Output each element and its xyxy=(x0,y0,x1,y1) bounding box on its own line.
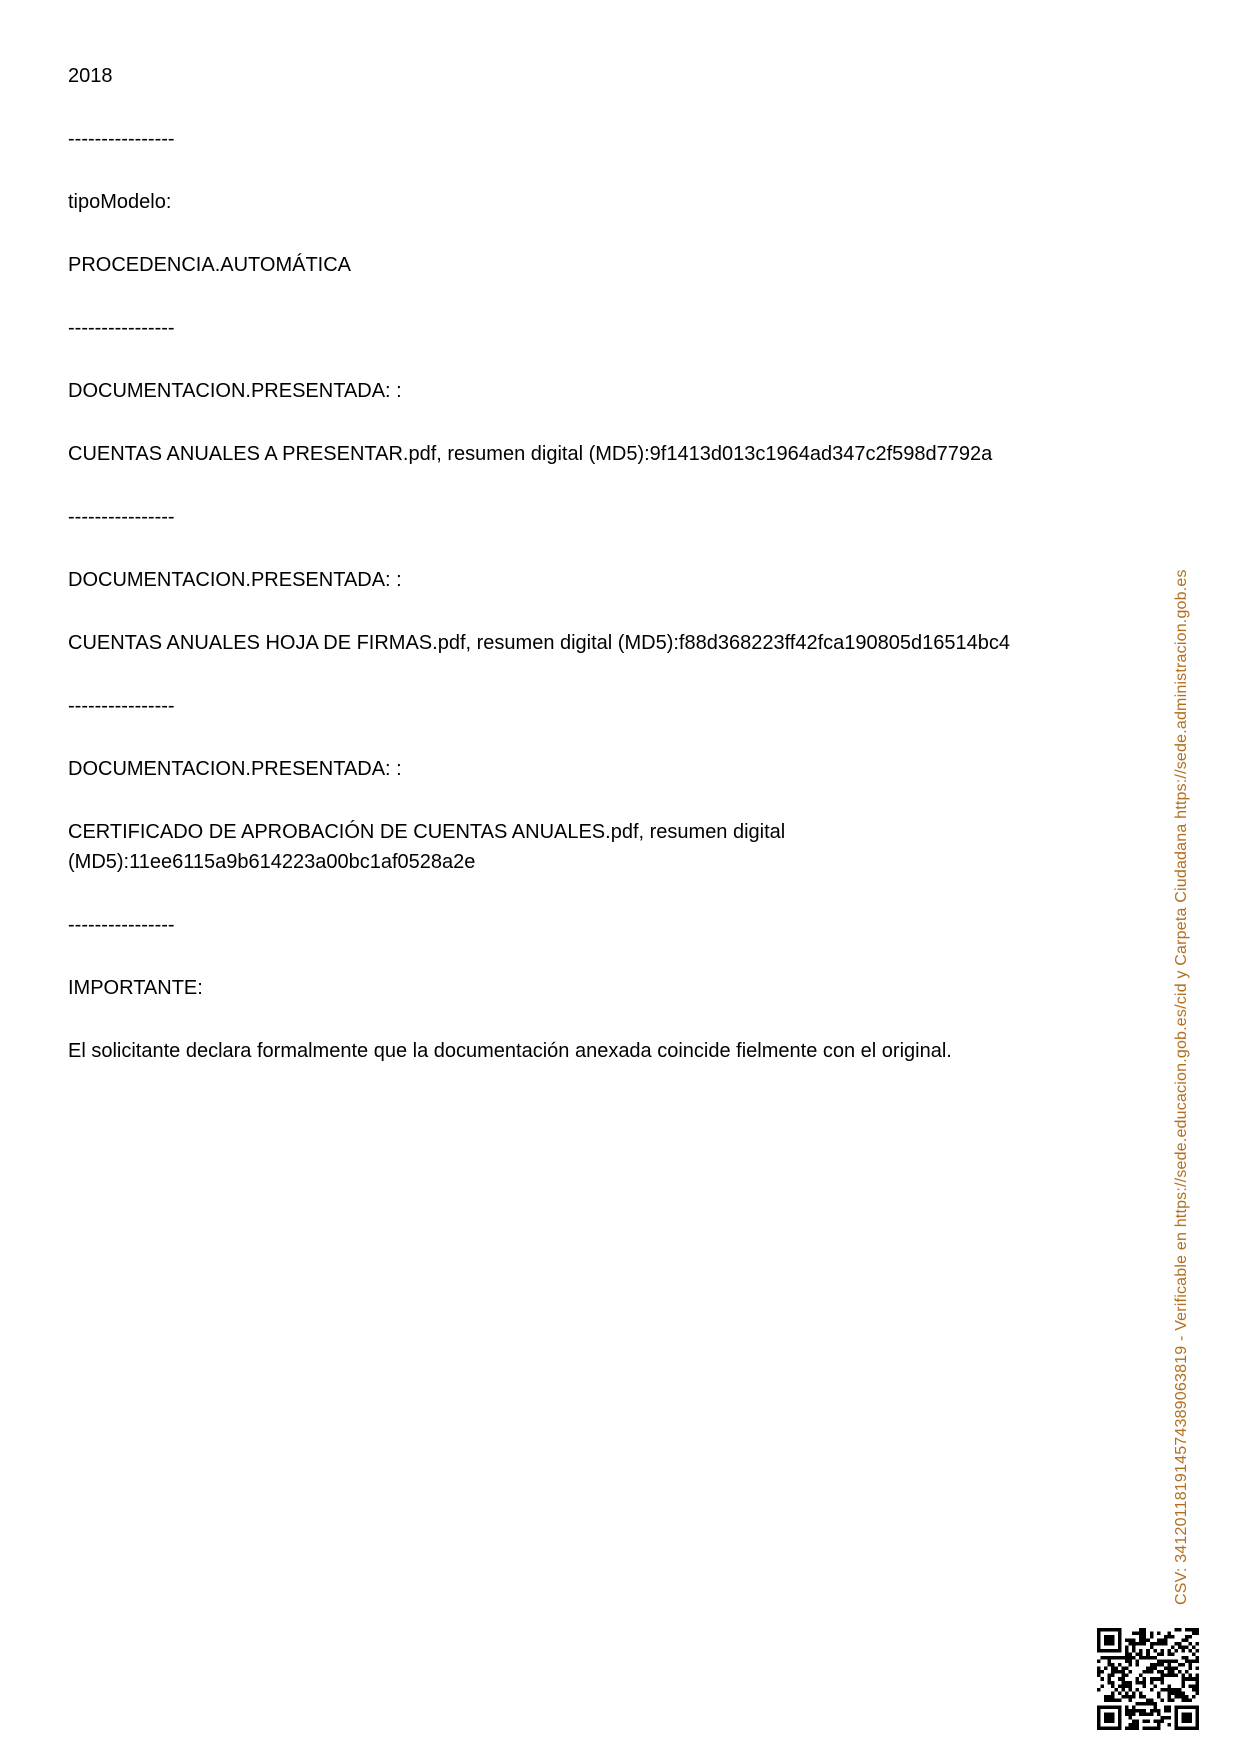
importante-label: IMPORTANTE: xyxy=(68,977,203,999)
document-body xyxy=(68,61,1053,1099)
separator: ---------------- xyxy=(68,317,175,339)
separator: ---------------- xyxy=(68,695,175,717)
documentacion-presentada-value-2: CUENTAS ANUALES HOJA DE FIRMAS.pdf, resumen digital (MD5):f88d368223ff42fca190805d16514bc4 xyxy=(68,632,1010,654)
documentacion-presentada-value-1: CUENTAS ANUALES A PRESENTAR.pdf, resumen digital (MD5):9f1413d013c1964ad347c2f598d7792a xyxy=(68,443,993,465)
qr-code-pattern xyxy=(1097,1628,1199,1730)
documentacion-presentada-label-1: DOCUMENTACION.PRESENTADA: : xyxy=(68,380,402,402)
doc-year: 2018 xyxy=(68,65,113,87)
documentacion-presentada-value-3: CERTIFICADO DE APROBACIÓN DE CUENTAS ANUALES.pdf, resumen digital (MD5):11ee6115a9b614223a00bc1af0528a2e xyxy=(68,821,786,873)
tipo-modelo-value: PROCEDENCIA.AUTOMÁTICA xyxy=(68,254,351,276)
documentacion-presentada-label-2: DOCUMENTACION.PRESENTADA: : xyxy=(68,569,402,591)
separator: ---------------- xyxy=(68,914,175,936)
importante-text: El solicitante declara formalmente que la documentación anexada coincide fielmente con el original. xyxy=(68,1040,952,1062)
separator: ---------------- xyxy=(68,506,175,528)
tipo-modelo-label: tipoModelo: xyxy=(68,191,172,213)
documentacion-presentada-label-3: DOCUMENTACION.PRESENTADA: : xyxy=(68,758,402,780)
separator: ---------------- xyxy=(68,128,175,150)
qr-code xyxy=(1097,1628,1199,1730)
csv-verification-text: CSV: 341201181914574389063819 - Verificable en https://sede.educacion.gob.es/cid y Carpeta Ciudadana https://sede.administracion.gob.es xyxy=(1173,569,1190,1605)
